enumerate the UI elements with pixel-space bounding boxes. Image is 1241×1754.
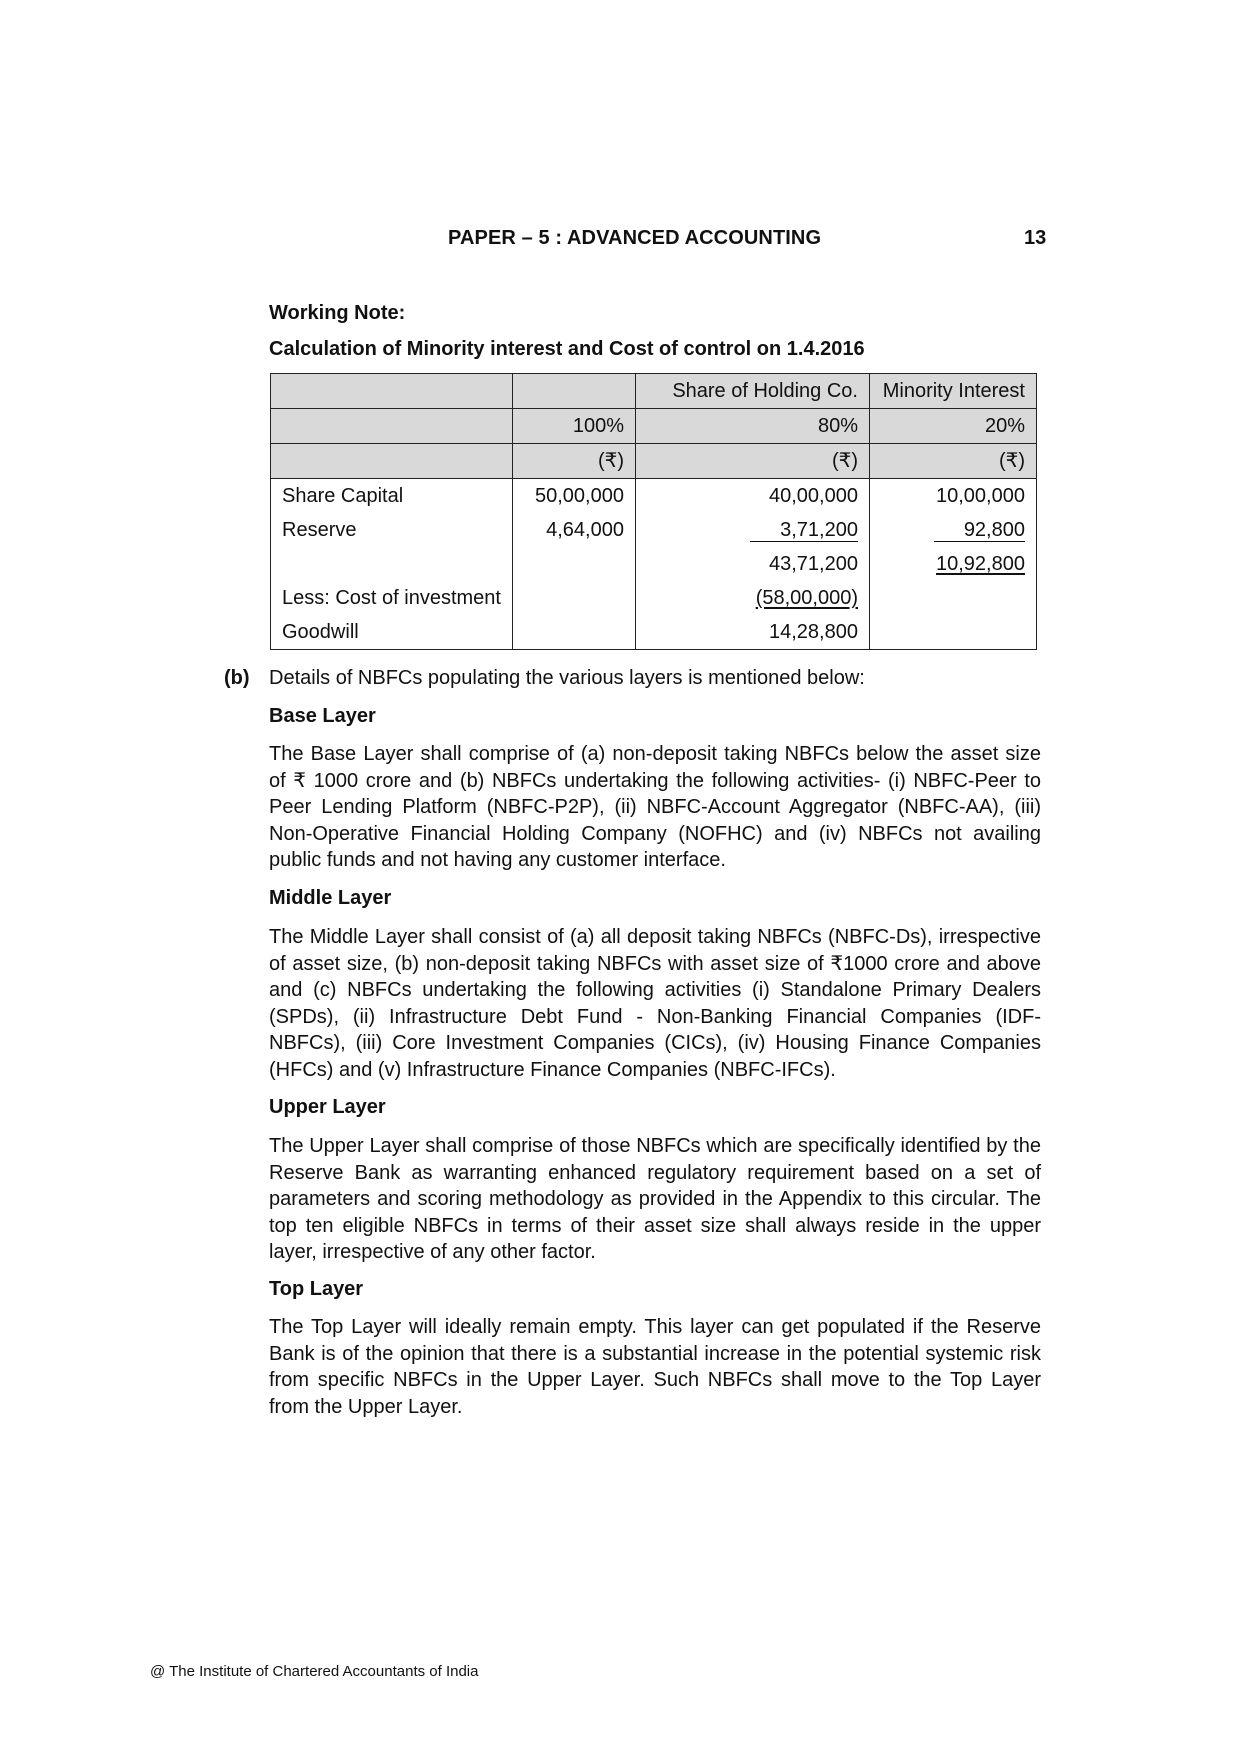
row-total	[512, 615, 635, 650]
row-label: Goodwill	[271, 615, 513, 650]
table-cell: (₹)	[512, 444, 635, 479]
section-heading-base-layer: Base Layer	[269, 705, 376, 727]
row-minority	[869, 615, 1036, 650]
minority-interest-table	[270, 373, 1037, 650]
table-cell	[271, 444, 513, 479]
table-cell: 100%	[512, 409, 635, 444]
table-row	[271, 615, 1037, 650]
section-heading-top-layer: Top Layer	[269, 1278, 364, 1300]
table-cell: 80%	[635, 409, 869, 444]
table-header-cell	[271, 374, 513, 409]
row-total: 4,64,000	[512, 513, 635, 547]
part-b-intro: Details of NBFCs populating the various layers is mentioned below:	[269, 667, 865, 689]
row-holding	[635, 581, 869, 615]
table-header-cell: Share of Holding Co.	[635, 374, 869, 409]
row-label	[271, 547, 513, 581]
table-row	[271, 581, 1037, 615]
row-minority	[869, 581, 1036, 615]
section-text-top-layer: The Top Layer will ideally remain empty. This layer can get populated if the Reserve Bank is of the opinion that there is a substantial increase in the potential systemic risk from specific NBFCs in the Upper Layer. Such NBFCs shall move to the Top Layer from the Upper Layer.	[269, 1316, 1041, 1418]
table-cell: 20%	[869, 409, 1036, 444]
row-label: Share Capital	[271, 479, 513, 514]
part-b-label: (b)	[224, 667, 250, 689]
row-label: Reserve	[271, 513, 513, 547]
table-currency-row	[271, 444, 1037, 479]
section-text-upper-layer: The Upper Layer shall comprise of those NBFCs which are specifically identified by the Reserve Bank as warranting enhanced regulatory requirement based on a set of parameters and scoring methodology as provided in the Appendix to this circular. The top ten eligible NBFCs in terms of their asset size shall always reside in the upper layer, irrespective of any other factor.	[269, 1135, 1041, 1264]
row-total	[512, 581, 635, 615]
underlined-value: 92,800	[934, 519, 1025, 542]
page-header-title: PAPER – 5 : ADVANCED ACCOUNTING	[448, 227, 822, 249]
working-note-label: Working Note:	[269, 302, 406, 324]
table-cell	[271, 409, 513, 444]
underlined-value: 10,92,800	[936, 553, 1025, 575]
row-holding: 40,00,000	[635, 479, 869, 514]
page-footer: @ The Institute of Chartered Accountants of India	[150, 1663, 479, 1680]
row-holding	[635, 513, 869, 547]
row-holding: 14,28,800	[635, 615, 869, 650]
section-heading-upper-layer: Upper Layer	[269, 1096, 386, 1118]
calculation-title: Calculation of Minority interest and Cost of control on 1.4.2016	[269, 338, 865, 360]
row-holding: 43,71,200	[635, 547, 869, 581]
table-percent-row	[271, 409, 1037, 444]
page-number: 13	[1024, 227, 1047, 249]
section-text-base-layer: The Base Layer shall comprise of (a) non-deposit taking NBFCs below the asset size of ₹ 1000 crore and (b) NBFCs undertaking the following activities- (i) NBFC-Peer to Peer Lending Platform (NBFC-P2P), (ii) NBFC-Account Aggregator (NBFC-AA), (iii) Non-Operative Financial Holding Company (NOFHC) and (iv) NBFCs not availing public funds and not having any customer interface.	[269, 743, 1041, 872]
table-header-cell	[512, 374, 635, 409]
row-minority: 10,00,000	[869, 479, 1036, 514]
row-minority	[869, 513, 1036, 547]
row-label: Less: Cost of investment	[271, 581, 513, 615]
table-cell: (₹)	[869, 444, 1036, 479]
section-text-middle-layer: The Middle Layer shall consist of (a) all deposit taking NBFCs (NBFC-Ds), irrespective of asset size, (b) non-deposit taking NBFCs with asset size of ₹1000 crore and above and (c) NBFCs undertaking the following activities (i) Standalone Primary Dealers (SPDs), (ii) Infrastructure Debt Fund - Non-Banking Financial Companies (IDF-NBFCs), (iii) Core Investment Companies (CICs), (iv) Housing Finance Companies (HFCs) and (v) Infrastructure Finance Companies (NBFC-IFCs).	[269, 926, 1041, 1081]
table-row	[271, 513, 1037, 547]
table-row	[271, 547, 1037, 581]
row-total: 50,00,000	[512, 479, 635, 514]
section-heading-middle-layer: Middle Layer	[269, 887, 392, 909]
row-total	[512, 547, 635, 581]
underlined-value: (58,00,000)	[755, 587, 858, 609]
table-row	[271, 479, 1037, 514]
underlined-value: 3,71,200	[750, 519, 858, 542]
table-header-row	[271, 374, 1037, 409]
table-header-cell: Minority Interest	[869, 374, 1036, 409]
row-minority	[869, 547, 1036, 581]
table-cell: (₹)	[635, 444, 869, 479]
